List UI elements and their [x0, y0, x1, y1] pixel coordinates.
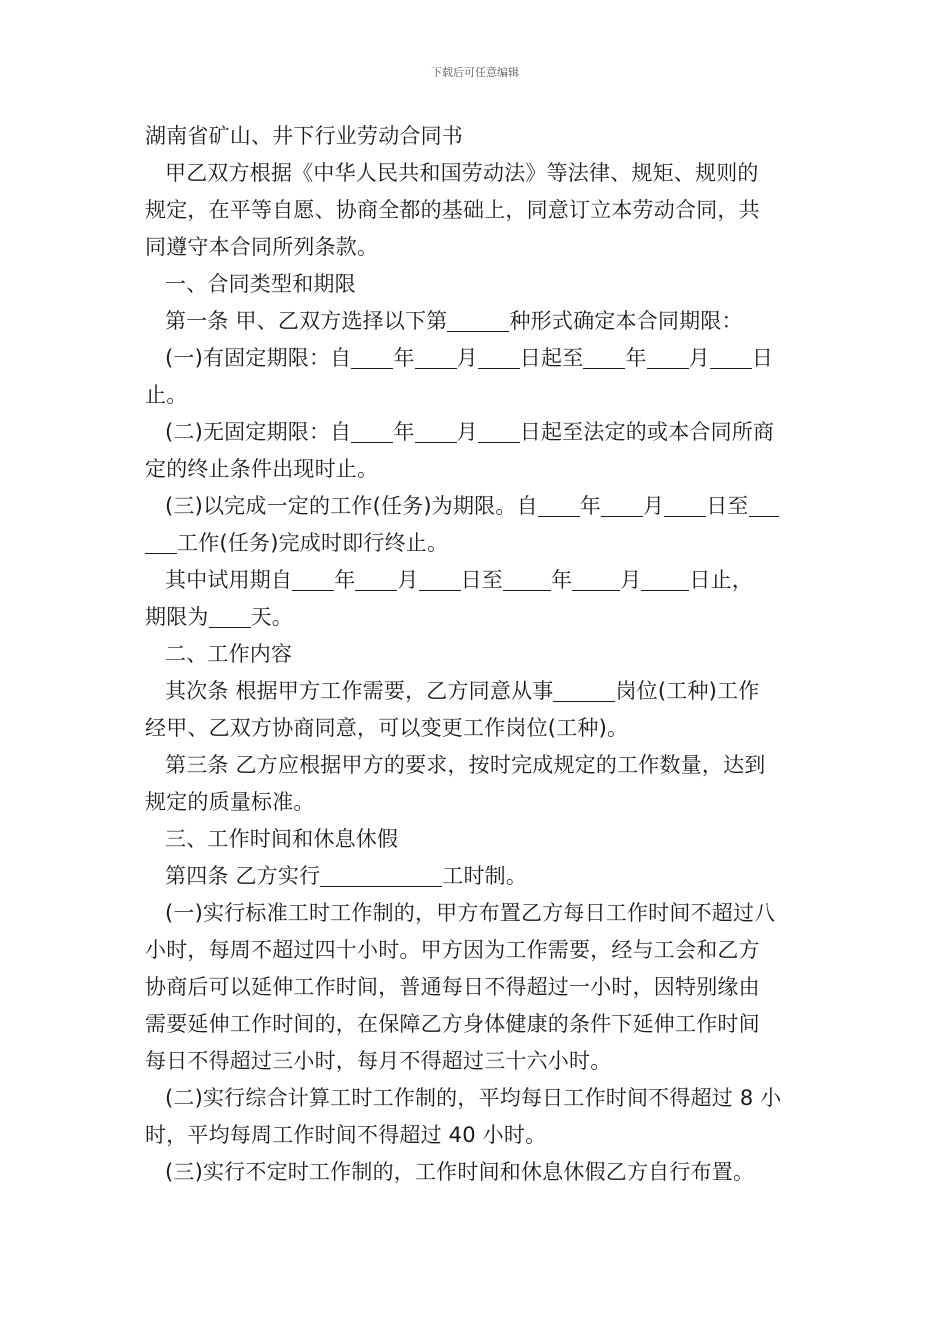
text-segment: 月 [456, 346, 478, 370]
text-segment: 日 [751, 346, 774, 370]
fill-blank[interactable] [320, 864, 442, 887]
fill-blank[interactable] [292, 568, 334, 591]
text-segment: 种形式确定本合同期限： [509, 309, 743, 333]
text-segment: 日止， [689, 568, 754, 592]
paragraph-line: 第三条 乙方应根据甲方的要求，按时完成规定的工作数量，达到 [165, 753, 766, 777]
paragraph-line: 每日不得超过三小时，每月不得超过三十六小时。 [145, 1049, 612, 1073]
paragraph-line: 小时，每周不超过四十小时。甲方因为工作需要，经与工会和乙方 [145, 938, 760, 962]
task-term-line [145, 488, 810, 525]
fill-blank[interactable] [209, 605, 251, 628]
text-segment: 月 [688, 346, 710, 370]
paragraph-line: (三)实行不定时工作制的，工作时间和休息休假乙方自行布置。 [165, 1160, 755, 1184]
contract-document [145, 118, 810, 1191]
fill-blank[interactable] [553, 679, 615, 702]
fill-blank[interactable] [503, 568, 551, 591]
paragraph-line: 经甲、乙双方协商同意，可以变更工作岗位(工种)。 [145, 716, 629, 740]
section-heading: 二、工作内容 [165, 642, 293, 666]
text-segment: 月 [456, 420, 478, 444]
paragraph-line: 同遵守本合同所列条款。 [145, 235, 379, 259]
text-segment: 日至 [706, 494, 749, 518]
fill-blank[interactable] [749, 494, 779, 517]
text-segment: (二)无固定期限：自 [165, 420, 352, 444]
text-segment: 日起至 [519, 346, 584, 370]
fill-blank[interactable] [355, 568, 397, 591]
fill-blank[interactable] [664, 494, 706, 517]
paragraph-line: 定的终止条件出现时止。 [145, 457, 379, 481]
fill-blank[interactable] [572, 568, 620, 591]
fill-blank[interactable] [583, 346, 625, 369]
fill-blank[interactable] [478, 346, 520, 369]
fill-blank[interactable] [415, 346, 457, 369]
text-segment: (三)以完成一定的工作(任务)为期限。自 [165, 494, 538, 518]
document-title: 湖南省矿山、井下行业劳动合同书 [145, 124, 463, 148]
fill-blank[interactable] [419, 568, 461, 591]
paragraph-line: 规定，在平等自愿、协商全都的基础上，同意订立本劳动合同，共 [145, 198, 760, 222]
paragraph-line: 规定的质量标准。 [145, 790, 315, 814]
paragraph-line: 止。 [145, 383, 188, 407]
paragraph-line: 时，平均每周工作时间不得超过 40 小时。 [145, 1123, 547, 1147]
probation-period-line [145, 599, 810, 636]
paragraph-line: (一)实行标准工时工作制的，甲方布置乙方每日工作时间不超过八 [165, 901, 776, 925]
open-term-line [145, 414, 810, 451]
fill-blank[interactable] [647, 346, 689, 369]
header-note: 下载后可任意编辑 [431, 66, 519, 79]
text-segment: 年 [334, 568, 356, 592]
fill-blank[interactable] [145, 531, 177, 554]
text-segment: 月 [397, 568, 419, 592]
fill-blank[interactable] [415, 420, 457, 443]
fill-blank[interactable] [447, 309, 509, 332]
paragraph-line: (二)实行综合计算工时工作制的，平均每日工作时间不得超过 8 小 [165, 1086, 782, 1110]
probation-line [145, 562, 810, 599]
text-segment: 第一条 甲、乙双方选择以下第 [165, 309, 448, 333]
text-segment: 月 [642, 494, 665, 518]
article-1-line [145, 303, 810, 340]
text-segment: 月 [620, 568, 642, 592]
paragraph-line: 协商后可以延伸工作时间，普通每日不得超过一小时，因特别缘由 [145, 975, 760, 999]
paragraph-line: 需要延伸工作时间的，在保障乙方身体健康的条件下延伸工作时间 [145, 1012, 760, 1036]
fill-blank[interactable] [538, 494, 580, 517]
text-segment: 工作(任务)完成时即行终止。 [177, 531, 449, 555]
text-segment: 日至 [460, 568, 504, 592]
text-segment: 岗位(工种)工作 [615, 679, 760, 703]
task-term-line-cont [145, 525, 810, 562]
text-segment: (一)有固定期限：自 [165, 346, 352, 370]
fill-blank[interactable] [351, 346, 393, 369]
fill-blank[interactable] [478, 420, 520, 443]
article-2-line [145, 673, 810, 710]
fill-blank[interactable] [351, 420, 393, 443]
text-segment: 年 [393, 346, 415, 370]
text-segment: 天。 [250, 605, 294, 629]
text-segment: 日起至法定的或本合同所商 [519, 420, 775, 444]
text-segment: 其中试用期自 [165, 568, 293, 592]
fill-blank[interactable] [710, 346, 752, 369]
text-segment: 年 [579, 494, 601, 518]
text-segment: 期限为 [145, 605, 209, 629]
text-segment: 其次条 根据甲方工作需要，乙方同意从事 [165, 679, 554, 703]
text-segment: 年 [551, 568, 573, 592]
text-segment: 第四条 乙方实行 [165, 864, 321, 888]
text-segment: 工时制。 [442, 864, 528, 888]
section-heading: 一、合同类型和期限 [165, 272, 356, 296]
paragraph-line: 甲乙双方根据《中华人民共和国劳动法》等法律、规矩、规则的 [165, 161, 759, 185]
section-heading: 三、工作时间和休息休假 [165, 827, 399, 851]
article-4-line [145, 858, 810, 895]
text-segment: 年 [625, 346, 647, 370]
fill-blank[interactable] [601, 494, 643, 517]
fill-blank[interactable] [641, 568, 689, 591]
text-segment: 年 [393, 420, 415, 444]
fixed-term-line [145, 340, 810, 377]
